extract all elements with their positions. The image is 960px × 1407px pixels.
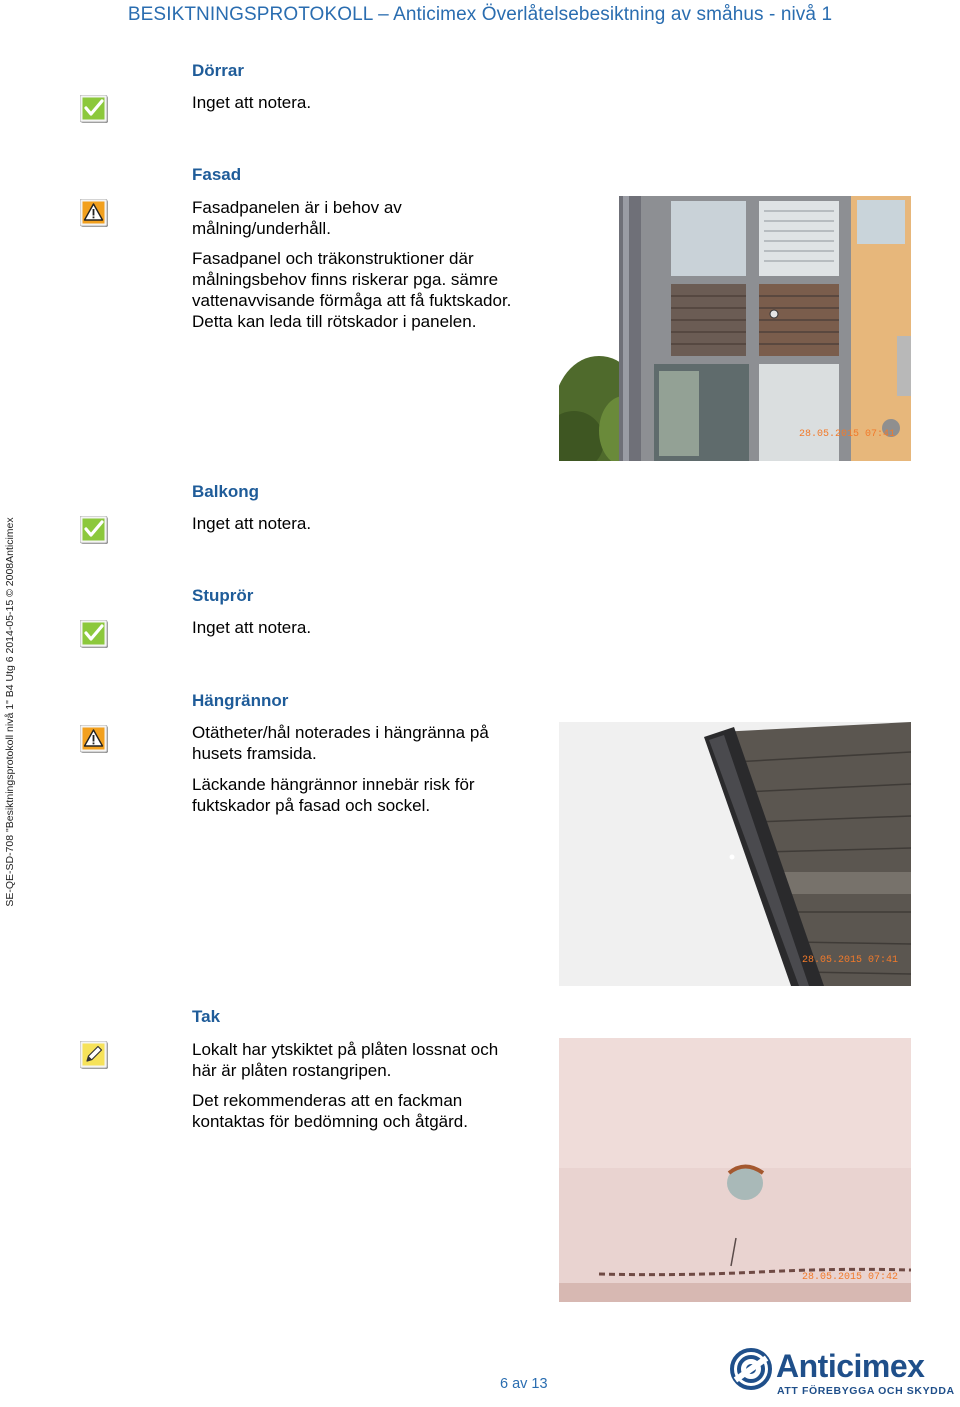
section-title-hangrannor: Hängrännor	[192, 691, 289, 710]
hangrannor-photo-stamp: 28.05.2015 07:41	[802, 955, 899, 966]
stupror-text: Inget att notera.	[192, 618, 312, 637]
fasad-paragraph-2	[192, 248, 511, 332]
tak-photo	[559, 1038, 911, 1302]
fasad-p1-line-1: Fasadpanelen är i behov av	[192, 198, 402, 217]
fasad-p2-line-3: vattenavvisande förmåga att få fuktskador.	[192, 291, 512, 310]
check-icon	[80, 516, 110, 546]
hangrannor-paragraph-2	[192, 774, 475, 816]
pencil-icon	[80, 1041, 110, 1071]
fasad-p2-line-2: målningsbehov finns riskerar pga. sämre	[192, 270, 499, 289]
fasad-photo	[559, 196, 911, 461]
hangrannor-p1-line-1: Otätheter/hål noterades i hängränna på	[192, 723, 489, 742]
section-title-fasad: Fasad	[192, 165, 242, 184]
section-title-tak: Tak	[192, 1007, 221, 1026]
section-title-balkong: Balkong	[192, 482, 260, 501]
fasad-photo-stamp: 28.05.2015 07:41	[799, 429, 896, 440]
tak-p1-line-2: här är plåten rostangripen.	[192, 1061, 392, 1080]
section-title-stupror: Stuprör	[192, 586, 254, 605]
warning-icon	[80, 725, 110, 755]
warning-icon	[80, 199, 110, 229]
dorrar-text: Inget att notera.	[192, 93, 312, 112]
hangrannor-p1-line-2: husets framsida.	[192, 744, 317, 763]
hangrannor-p2-line-2: fuktskador på fasad och sockel.	[192, 796, 431, 815]
hangrannor-paragraph-1	[192, 722, 489, 764]
fasad-p2-line-1: Fasadpanel och träkonstruktioner där	[192, 249, 474, 268]
fasad-paragraph-1	[192, 197, 402, 239]
document-header: BESIKTNINGSPROTOKOLL – Anticimex Överlåtelsebesiktning av småhus - nivå 1	[127, 4, 833, 25]
tak-p1-line-1: Lokalt har ytskiktet på plåten lossnat och	[192, 1040, 499, 1059]
hangrannor-photo	[559, 722, 911, 986]
check-icon	[80, 620, 110, 650]
tak-paragraph-2	[192, 1090, 468, 1132]
fasad-p1-line-2: målning/underhåll.	[192, 219, 331, 238]
logo-wordmark: Anticimex	[776, 1348, 925, 1384]
tak-p2-line-1: Det rekommenderas att en fackman	[192, 1091, 463, 1110]
tak-paragraph-1	[192, 1039, 498, 1081]
hangrannor-p2-line-1: Läckande hängrännor innebär risk för	[192, 775, 475, 794]
fasad-p2-line-4: Detta kan leda till rötskador i panelen.	[192, 312, 477, 331]
tak-photo-stamp: 28.05.2015 07:42	[802, 1272, 899, 1283]
side-reference-text: SE-QE-SD-708 "Besiktningsprotokoll nivå 1" B4 Utg 6 2014-05-15 © 2008Anticimex	[4, 517, 16, 907]
anticimex-logo-icon	[730, 1348, 772, 1390]
page-number: 6 av 13	[500, 1376, 548, 1392]
section-title-dorrar: Dörrar	[192, 61, 244, 80]
balkong-text: Inget att notera.	[192, 514, 312, 533]
tak-p2-line-2: kontaktas för bedömning och åtgärd.	[192, 1112, 468, 1131]
anticimex-logo	[730, 1348, 955, 1398]
logo-tagline: ATT FÖREBYGGA OCH SKYDDA	[777, 1385, 955, 1397]
check-icon	[80, 95, 110, 125]
